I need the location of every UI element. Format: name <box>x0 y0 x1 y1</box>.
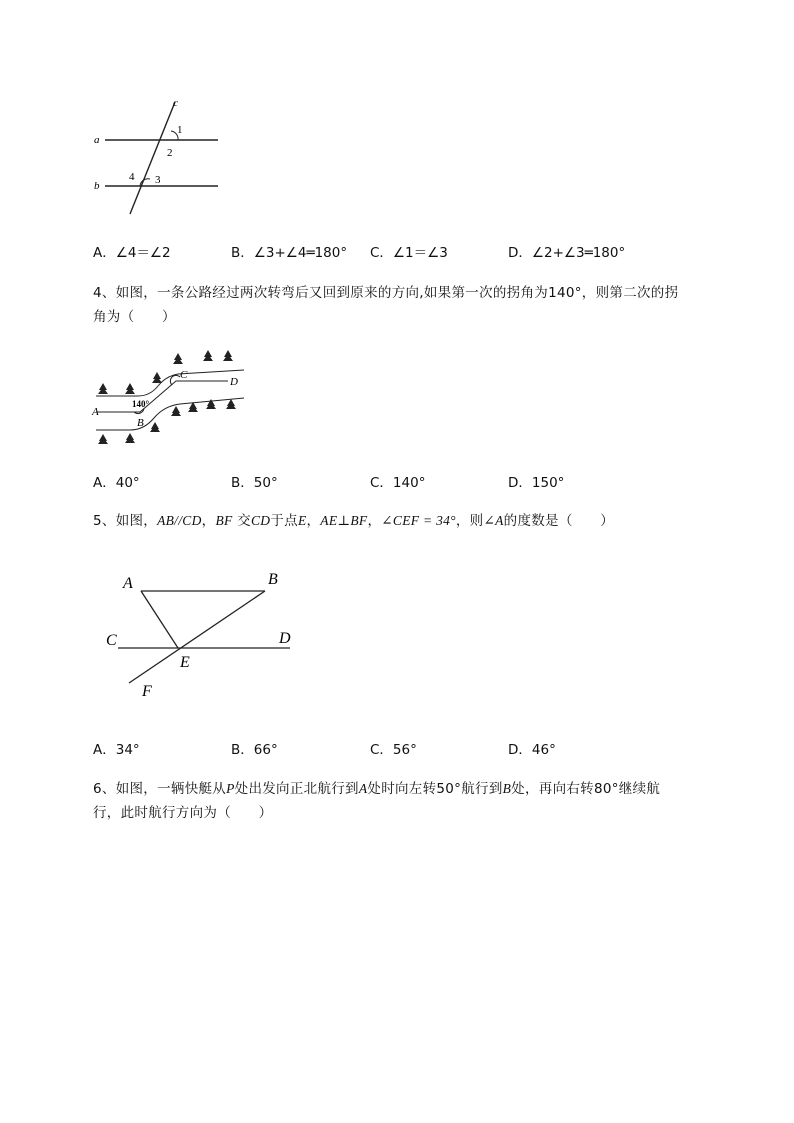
q4-text-line1: 4、如图，一条公路经过两次转弯后又回到原来的方向,如果第一次的拐角为140°，则第二次的拐 <box>93 285 679 301</box>
q3-figure <box>88 92 228 222</box>
tree-icon <box>203 350 213 361</box>
tree-icon <box>152 372 162 383</box>
q5-option-b[interactable]: B．66° <box>231 742 278 758</box>
q4-figure <box>88 346 248 446</box>
q5-sep3: ， <box>367 513 382 529</box>
q6-point-b: B <box>502 781 512 796</box>
q6-l1a: 6、如图，一辆快艇从 <box>93 781 227 797</box>
q5-cond-intersect: 交 <box>232 513 251 529</box>
q5-cond-angle: ∠CEF = 34° <box>381 513 456 528</box>
label-c: c <box>173 97 178 109</box>
q5-sep2: ， <box>306 513 321 529</box>
q5-option-d[interactable]: D．46° <box>508 742 556 758</box>
tree-icon <box>173 353 183 364</box>
q5-option-c[interactable]: C．56° <box>370 742 417 758</box>
q6-text-line1 <box>93 777 743 801</box>
q5-prefix: 5、如图， <box>93 513 158 529</box>
tree-icon <box>98 434 108 444</box>
angle-label-1: 1 <box>177 124 183 136</box>
label-C: C <box>106 632 117 649</box>
q5-cond-at-point: 于点 <box>270 513 298 529</box>
q4-option-b[interactable]: B．50° <box>231 475 278 491</box>
tree-icon <box>98 383 108 394</box>
label-b: b <box>94 180 100 192</box>
q4-question <box>93 281 743 329</box>
q5-suffix2: 的度数是（ ） <box>503 513 615 529</box>
q4-text-line2: 角为（ ） <box>93 309 176 325</box>
q5-cond-cd: CD <box>250 513 271 528</box>
q5-suffix1: ，则 <box>455 513 484 529</box>
label-A: A <box>123 575 133 592</box>
q5-cond-e: E <box>297 513 307 528</box>
tree-icon <box>171 406 181 416</box>
label-D: D <box>230 376 238 388</box>
q5-cond-bf: BF <box>215 513 233 528</box>
road-upper-edge <box>96 370 244 396</box>
label-a: a <box>94 134 100 146</box>
q6-question <box>93 777 743 825</box>
label-B: B <box>268 571 278 588</box>
q4-option-d[interactable]: D．150° <box>508 475 565 491</box>
tree-icon <box>125 433 135 443</box>
label-B: B <box>137 417 144 429</box>
q6-point-p: P <box>226 781 235 796</box>
q3-option-b[interactable]: B．∠3+∠4═180° <box>231 245 348 261</box>
q3-option-a[interactable]: A．∠4＝∠2 <box>93 245 171 261</box>
q5-option-a[interactable]: A．34° <box>93 742 140 758</box>
q3-option-c[interactable]: C．∠1＝∠3 <box>370 245 448 261</box>
tree-icon <box>150 422 160 432</box>
q5-cond-parallel: AB//CD <box>157 513 202 528</box>
q5-question <box>93 509 743 533</box>
q5-cond-angle-a: ∠A <box>483 513 504 528</box>
q4-option-c[interactable]: C．140° <box>370 475 426 491</box>
turn-arc-c <box>170 375 180 385</box>
q3-option-d[interactable]: D．∠2+∠3═180° <box>508 245 626 261</box>
q6-l1c: 处出发向正北航行到 <box>234 781 359 797</box>
label-E: E <box>180 654 190 671</box>
label-C: C <box>180 369 188 381</box>
q5-sep1: ， <box>201 513 216 529</box>
tree-icon <box>226 399 236 409</box>
q6-text-line2: 行，此时航行方向为（ ） <box>93 805 273 821</box>
q4-option-a[interactable]: A．40° <box>93 475 140 491</box>
q6-l1g: 处，再向右转80°继续航 <box>511 781 661 797</box>
tree-icon <box>223 350 233 361</box>
angle-label-4: 4 <box>129 171 135 183</box>
label-D: D <box>279 630 291 647</box>
q5-figure <box>100 565 300 705</box>
q6-point-a: A <box>358 781 368 796</box>
road-lower-edge <box>96 398 244 430</box>
segment-ae <box>141 591 178 648</box>
q6-l1e: 处时向左转50°航行到 <box>367 781 503 797</box>
q5-cond-perp: AE⊥BF <box>320 513 368 528</box>
angle-label-3: 3 <box>155 174 161 186</box>
label-A: A <box>92 406 99 418</box>
angle-label-2: 2 <box>167 147 173 159</box>
angle-140-label: 140° <box>132 399 150 409</box>
label-F: F <box>142 683 152 700</box>
tree-icon <box>125 383 135 394</box>
